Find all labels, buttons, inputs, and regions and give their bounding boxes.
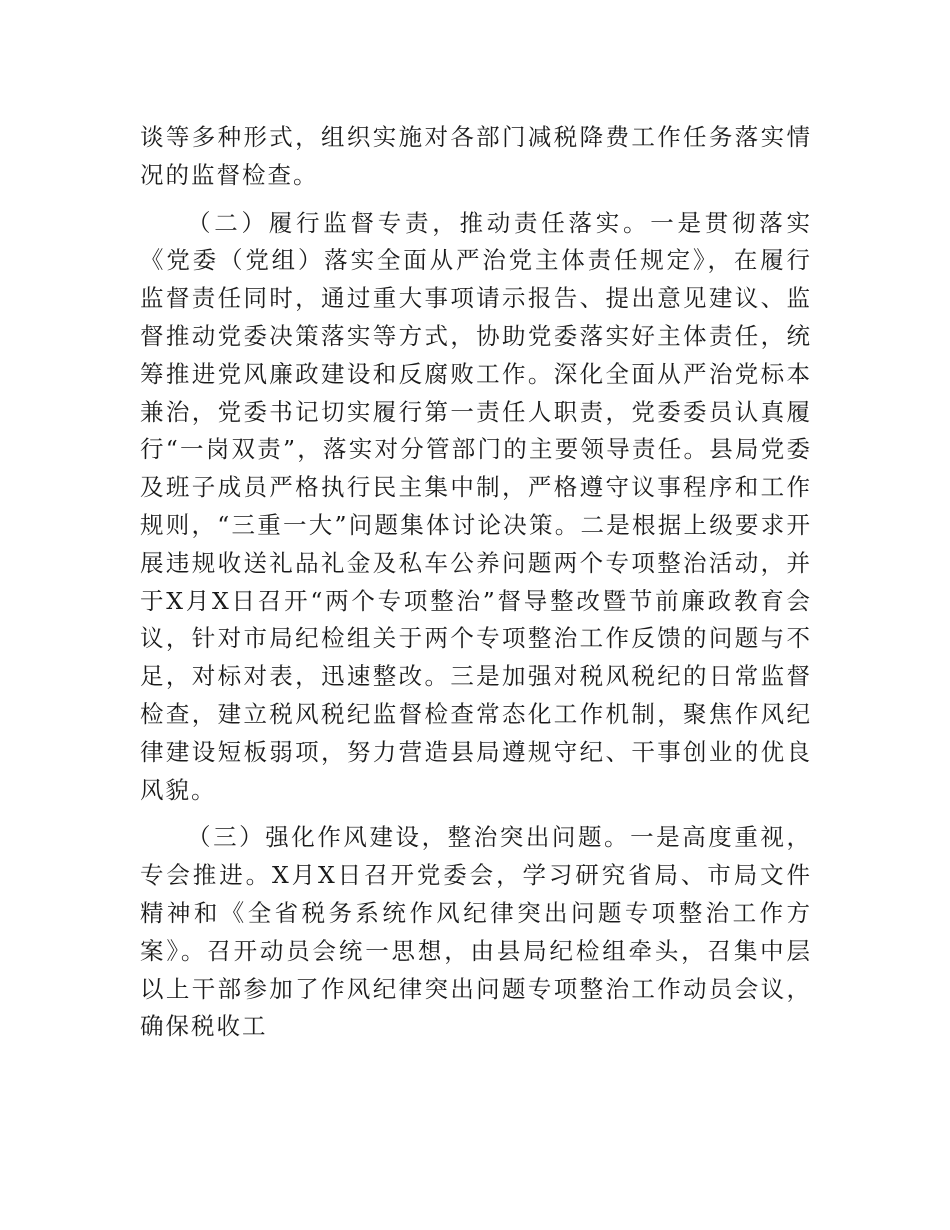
paragraph-section-three: （三）强化作风建设，整治突出问题。一是高度重视，专会推进。X月X日召开党委会，学习研究省局、市局文件精神和《全省税务系统作风纪律突出问题专项整治工作方案》。召开动员会统一思想，由县局纪检组牵头，召集中层以上干部参加了作风纪律突出问题专项整治工作动员会议，确保税收工 [140, 823, 812, 1041]
paragraph-continuation: 谈等多种形式，组织实施对各部门减税降费工作任务落实情况的监督检查。 [140, 123, 812, 189]
document-body [140, 119, 812, 1056]
paragraph-section-two: （二）履行监督专责，推动责任落实。一是贯彻落实《党委（党组）落实全面从严治党主体责任规定》，在履行监督责任同时，通过重大事项请示报告、提出意见建议、监督推动党委决策落实等方式，协助党委落实好主体责任，统筹推进党风廉政建设和反腐败工作。深化全面从严治党标本兼治，党委书记切实履行第一责任人职责，党委委员认真履行“一岗双责”，落实对分管部门的主要领导责任。县局党委及班子成员严格执行民主集中制，严格遵守议事程序和工作规则，“三重一大”问题集体讨论决策。二是根据上级要求开展违规收送礼品礼金及私车公养问题两个专项整治活动，并于X月X日召开“两个专项整治”督导整改暨节前廉政教育会议，针对市局纪检组关于两个专项整治工作反馈的问题与不足，对标对表，迅速整改。三是加强对税风税纪的日常监督检查，建立税风税纪监督检查常态化工作机制，聚焦作风纪律建设短板弱项，努力营造县局遵规守纪、干事创业的优良风貌。 [140, 208, 812, 804]
